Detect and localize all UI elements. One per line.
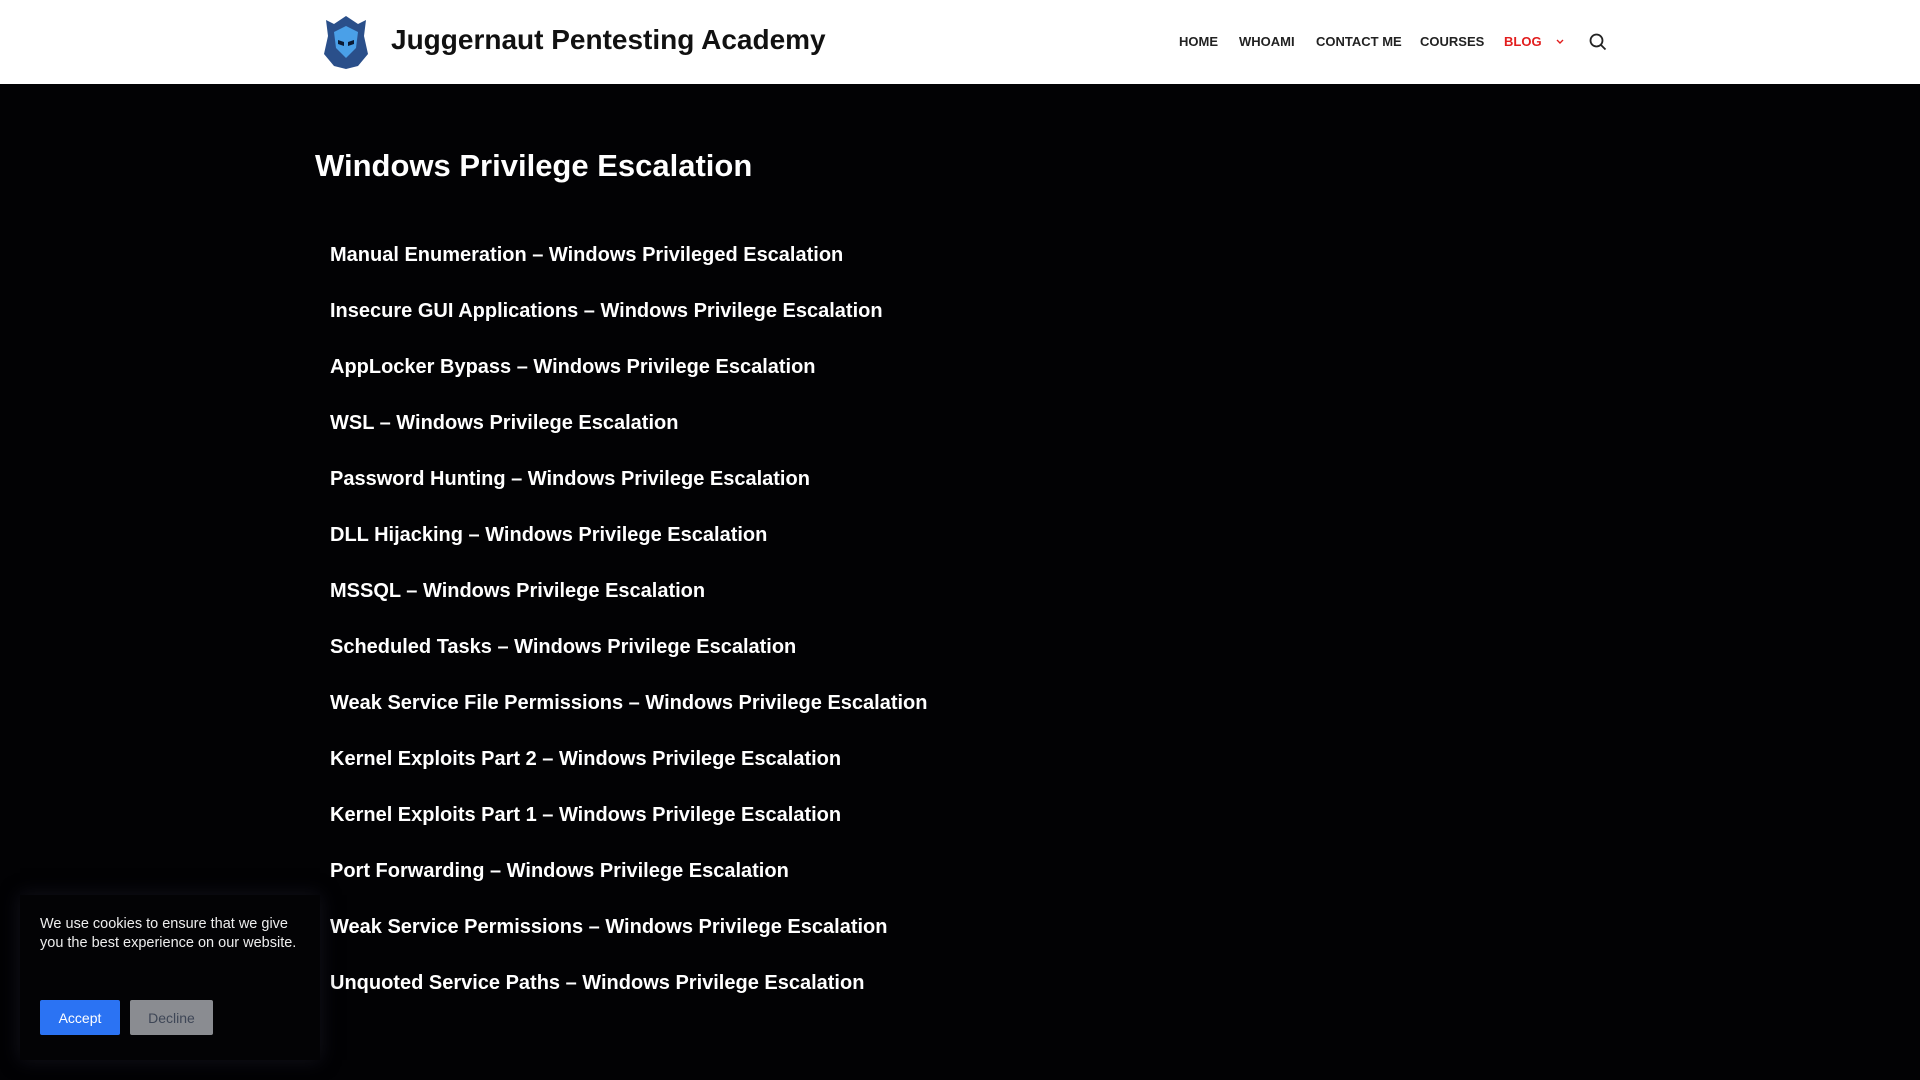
decline-button[interactable]: Decline bbox=[130, 1000, 213, 1035]
site-header bbox=[0, 0, 1920, 84]
post-list bbox=[330, 244, 927, 1028]
nav-home[interactable]: HOME bbox=[1179, 34, 1218, 49]
search-icon[interactable] bbox=[1589, 33, 1607, 51]
samurai-logo-icon[interactable] bbox=[318, 14, 374, 70]
post-link[interactable]: AppLocker Bypass – Windows Privilege Escalation bbox=[330, 356, 816, 378]
post-link[interactable]: Kernel Exploits Part 1 – Windows Privilege Escalation bbox=[330, 804, 842, 826]
nav-whoami[interactable]: WHOAMI bbox=[1239, 34, 1295, 49]
post-link[interactable]: Manual Enumeration – Windows Privileged Escalation bbox=[330, 244, 844, 266]
nav-courses[interactable]: COURSES bbox=[1420, 34, 1485, 49]
page-title: Windows Privilege Escalation bbox=[315, 148, 753, 183]
post-link[interactable]: Unquoted Service Paths – Windows Privilege Escalation bbox=[330, 972, 865, 994]
nav-blog-label: BLOG bbox=[1504, 34, 1542, 49]
nav-contact-me[interactable]: CONTACT ME bbox=[1316, 34, 1402, 49]
post-link[interactable]: DLL Hijacking – Windows Privilege Escalation bbox=[330, 524, 768, 546]
nav-blog[interactable] bbox=[1504, 34, 1565, 49]
accept-button[interactable]: Accept bbox=[40, 1000, 120, 1035]
cookie-text: We use cookies to ensure that we give you the best experience on our website. bbox=[40, 916, 297, 951]
site-title[interactable]: Juggernaut Pentesting Academy bbox=[391, 24, 826, 55]
post-link[interactable]: Kernel Exploits Part 2 – Windows Privilege Escalation bbox=[330, 748, 842, 770]
post-link[interactable]: Password Hunting – Windows Privilege Escalation bbox=[330, 468, 810, 490]
chevron-down-icon bbox=[1555, 38, 1565, 46]
post-link[interactable]: Weak Service Permissions – Windows Privilege Escalation bbox=[330, 916, 888, 938]
post-link[interactable]: Weak Service File Permissions – Windows Privilege Escalation bbox=[330, 692, 928, 714]
post-link[interactable]: Insecure GUI Applications – Windows Privilege Escalation bbox=[330, 300, 883, 322]
post-link[interactable]: Port Forwarding – Windows Privilege Escalation bbox=[330, 860, 789, 882]
cookie-banner bbox=[20, 895, 320, 1060]
post-link[interactable]: WSL – Windows Privilege Escalation bbox=[330, 412, 679, 434]
post-link[interactable]: Scheduled Tasks – Windows Privilege Escalation bbox=[330, 636, 797, 658]
post-link[interactable]: MSSQL – Windows Privilege Escalation bbox=[330, 580, 706, 602]
